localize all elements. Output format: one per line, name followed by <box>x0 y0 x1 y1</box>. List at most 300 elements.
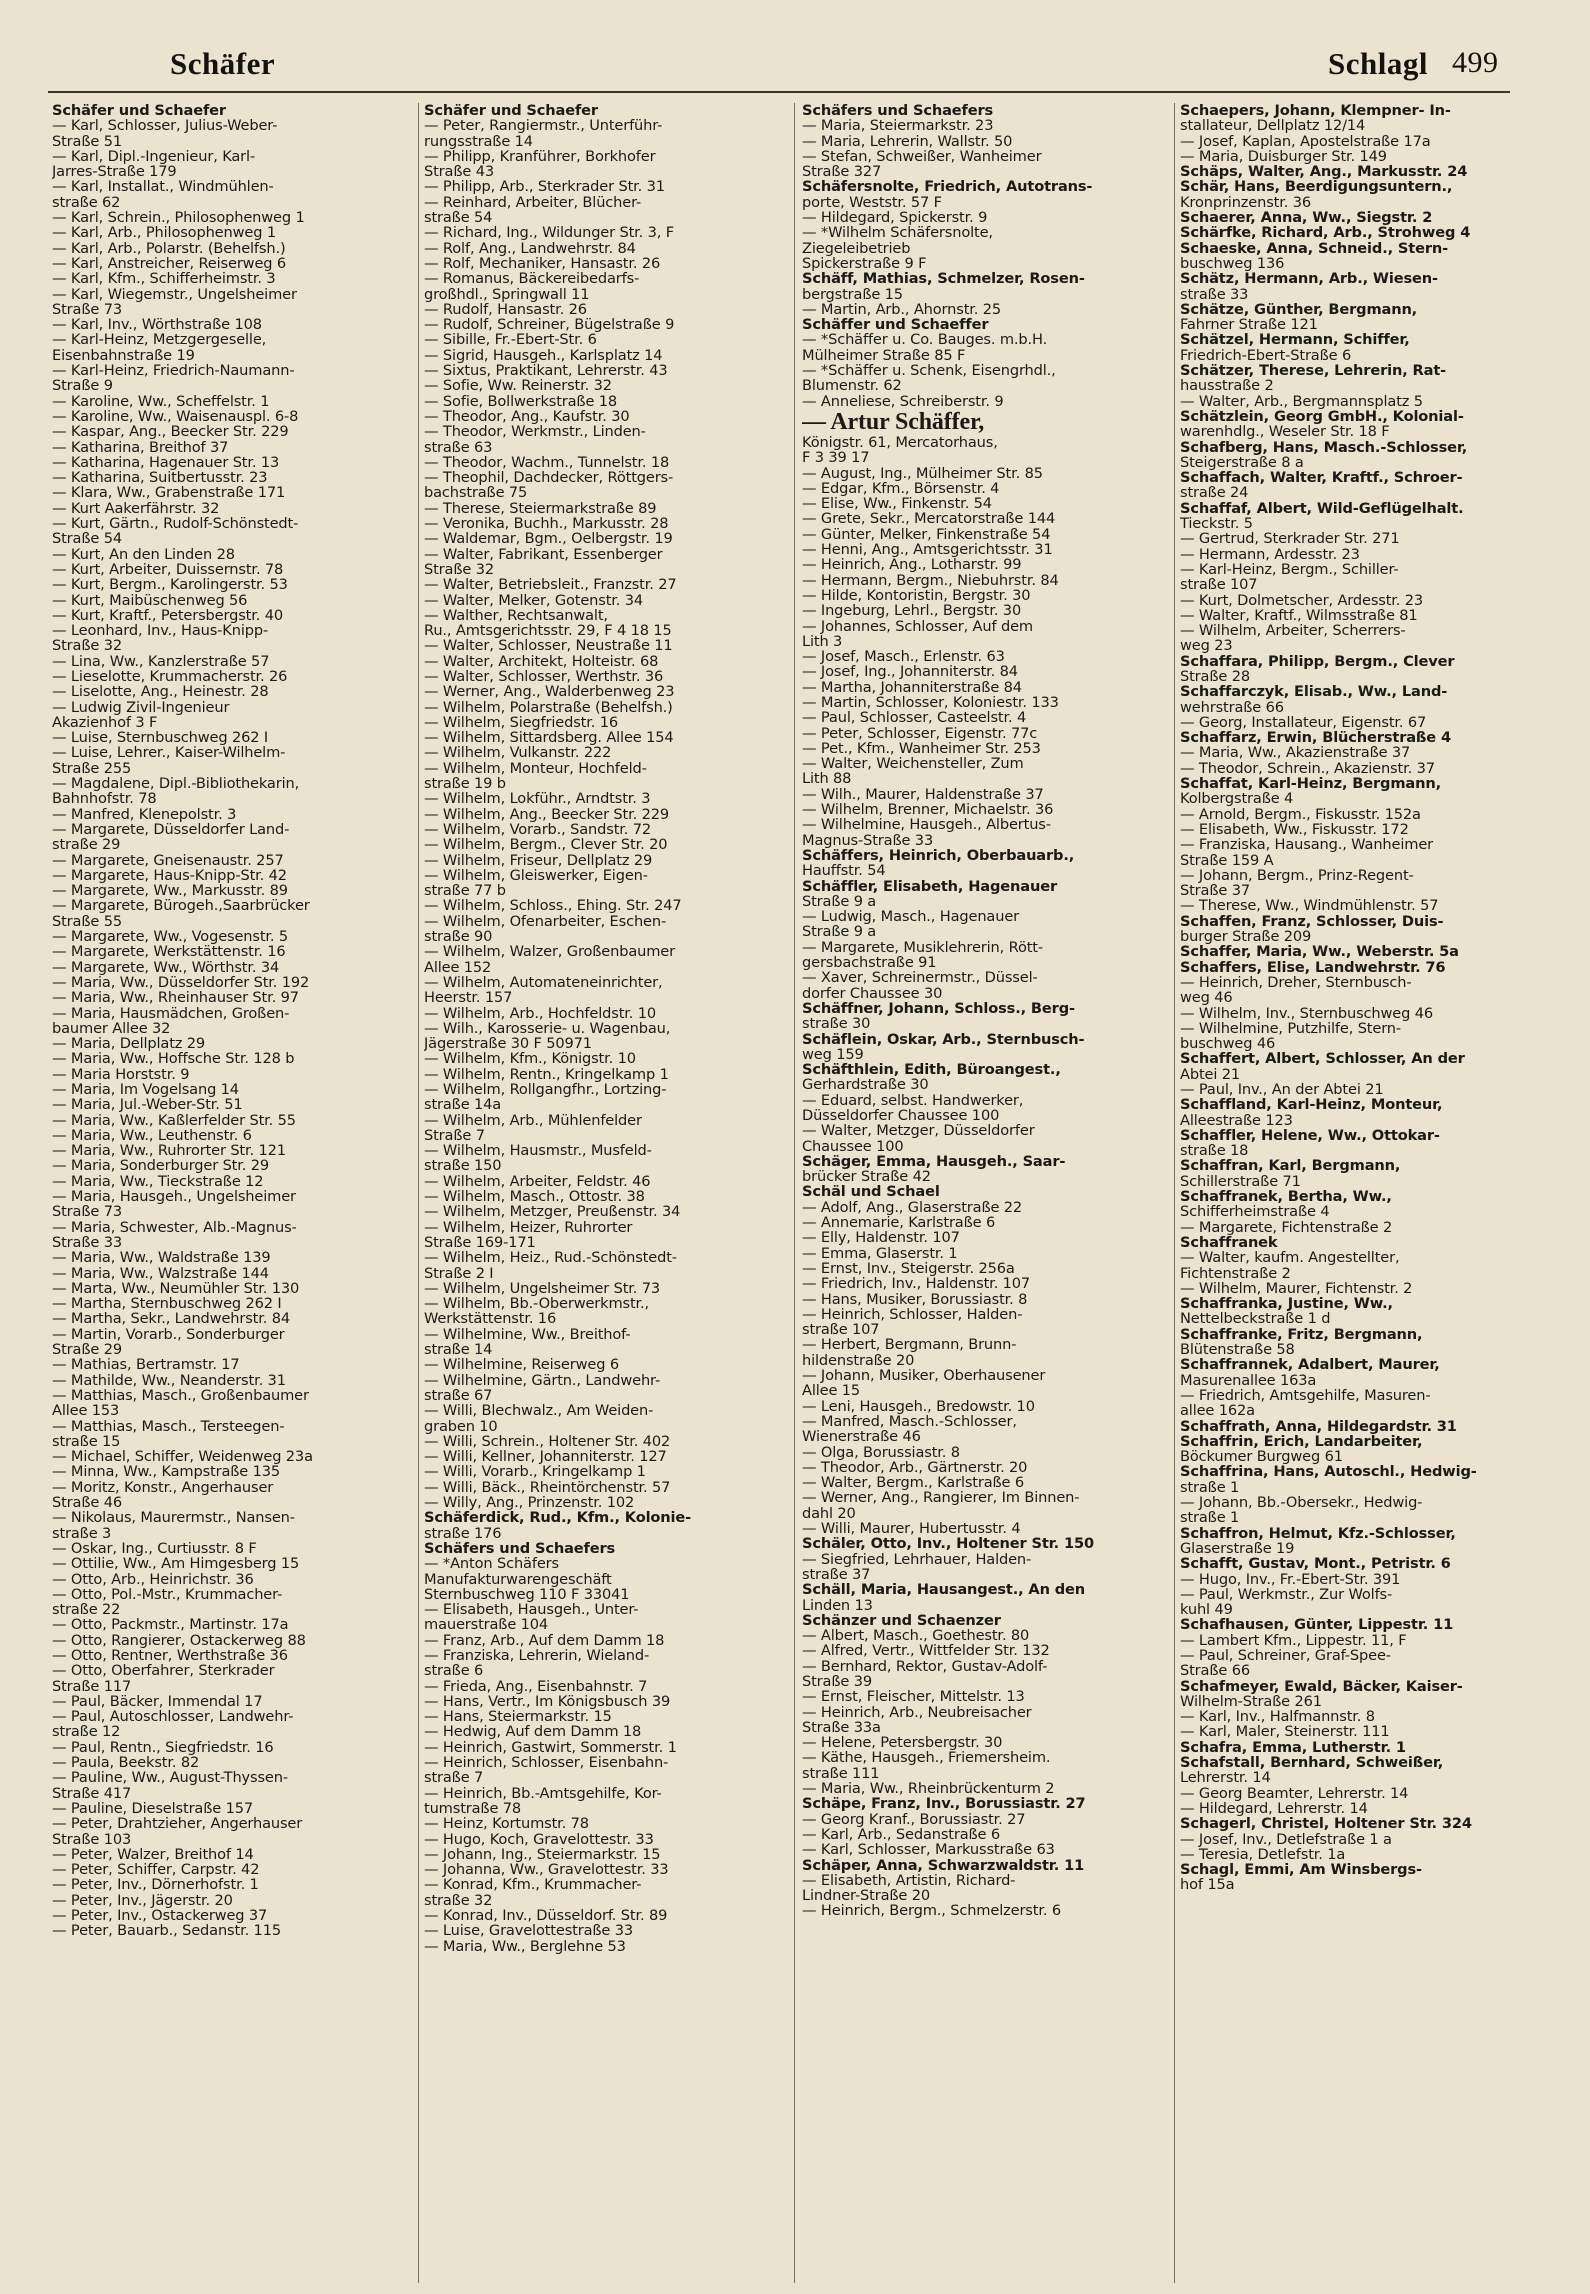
directory-entry-line: Schaffler, Helene, Ww., Ottokar- <box>1180 1127 1440 1144</box>
directory-entry-line: — Sixtus, Praktikant, Lehrerstr. 43 <box>424 363 668 379</box>
directory-entry-line: — Heinrich, Schlosser, Eisenbahn- <box>424 1755 669 1771</box>
directory-entry-line: gersbachstraße 91 <box>802 955 937 971</box>
directory-entry-line: — Wilhelm, Metzger, Preußenstr. 34 <box>424 1204 681 1220</box>
directory-entry-line: Schäps, Walter, Ang., Markusstr. 24 <box>1180 164 1468 180</box>
directory-entry-line: Schäff, Mathias, Schmelzer, Rosen- <box>802 271 1085 287</box>
running-head-left: Schäfer <box>170 46 276 81</box>
directory-entry-line: — August, Ing., Mülheimer Str. 85 <box>802 465 1043 481</box>
directory-entry-line: — Mathilde, Ww., Neanderstr. 31 <box>52 1372 286 1388</box>
directory-entry-line: Schätz, Hermann, Arb., Wiesen- <box>1180 271 1438 287</box>
directory-entry-line: Kronprinzenstr. 36 <box>1180 194 1312 211</box>
directory-entry-line: — Paul, Rentn., Siegfriedstr. 16 <box>52 1739 274 1756</box>
directory-entry-line: Schärfke, Richard, Arb., Strohweg 4 <box>1180 225 1471 241</box>
directory-entry-line: — Hans, Vertr., Im Königsbusch 39 <box>424 1693 671 1710</box>
directory-entry-line: Straße 54 <box>52 531 122 547</box>
directory-entry-line: — Wilhelmine, Putzhilfe, Stern- <box>1180 1020 1402 1037</box>
directory-entry-line: — Heinrich, Ang., Lotharstr. 99 <box>802 557 1022 573</box>
directory-entry-line: Schäfthlein, Edith, Büroangest., <box>802 1062 1061 1078</box>
directory-entry-line: — Teresia, Detlefstr. 1a <box>1180 1846 1346 1863</box>
directory-entry-line: Schäfersnolte, Friedrich, Autotrans- <box>802 179 1093 195</box>
directory-entry-line: — Luise, Lehrer., Kaiser-Wilhelm- <box>52 745 286 761</box>
directory-entry-line: Straße 29 <box>52 1342 122 1358</box>
directory-entry-line: — Karl, Wiegemstr., Ungelsheimer <box>52 286 297 302</box>
directory-entry-line: — Magdalene, Dipl.-Bibliothekarin, <box>52 776 300 792</box>
directory-entry-line: — Peter, Schiffer, Carpstr. 42 <box>52 1862 260 1878</box>
directory-entry-line: Straße 117 <box>52 1678 132 1694</box>
directory-entry-line: — Walter, Arb., Bergmannsplatz 5 <box>1180 393 1423 409</box>
directory-entry-line: — Walter, Schlosser, Neustraße 11 <box>424 638 673 654</box>
directory-entry-line: — Moritz, Konstr., Angerhauser <box>52 1479 274 1496</box>
directory-entry-line: — Elisabeth, Hausgeh., Unter- <box>424 1602 639 1618</box>
directory-entry-line: Schaffrath, Anna, Hildegardstr. 31 <box>1180 1418 1457 1434</box>
directory-entry-line: straße 67 <box>424 1387 493 1404</box>
directory-entry-line: — Stefan, Schweißer, Wanheimer <box>802 148 1042 165</box>
directory-entry-line: — Wilhelm, Automateneinrichter, <box>424 974 663 991</box>
directory-entry-line: straße 1 <box>1180 1510 1240 1526</box>
directory-entry-line: — Hans, Musiker, Borussiastr. 8 <box>802 1291 1028 1307</box>
directory-entry-line: — Leni, Hausgeh., Bredowstr. 10 <box>802 1398 1035 1414</box>
directory-entry-line: — Helene, Petersbergstr. 30 <box>802 1735 1003 1751</box>
directory-entry-line: straße 15 <box>52 1433 121 1450</box>
directory-entry-line: — Eduard, selbst. Handwerker, <box>802 1092 1024 1108</box>
directory-entry-line: Schäger, Emma, Hausgeh., Saar- <box>802 1153 1066 1170</box>
directory-entry-line: — Philipp, Kranführer, Borkhofer <box>424 148 656 165</box>
directory-entry-line: Straße 32 <box>424 561 494 578</box>
directory-entry-line: Schätzlein, Georg GmbH., Kolonial- <box>1180 408 1464 425</box>
directory-entry-line: — Friedrich, Inv., Haldenstr. 107 <box>802 1276 1031 1292</box>
directory-entry-line: straße 30 <box>802 1016 871 1032</box>
directory-entry-line: — Otto, Pol.-Mstr., Krummacher- <box>52 1586 283 1603</box>
directory-entry-line: — Peter, Inv., Ostackerweg 37 <box>52 1908 268 1924</box>
directory-entry-line: straße 111 <box>802 1765 880 1782</box>
directory-entry-line: — Margarete, Gneisenaustr. 257 <box>52 852 284 868</box>
directory-entry-line: — Margarete, Haus-Knipp-Str. 42 <box>52 867 287 884</box>
directory-entry-line: Allee 152 <box>424 959 492 975</box>
directory-entry-line: — Josef, Inv., Detlefstraße 1 a <box>1180 1831 1392 1847</box>
directory-entry-line: — Veronika, Buchh., Markusstr. 28 <box>424 516 669 532</box>
directory-entry-line: — Mathias, Bertramstr. 17 <box>52 1357 240 1373</box>
directory-entry-line: — Philipp, Arb., Sterkrader Str. 31 <box>424 179 665 195</box>
directory-entry-line: — Walther, Rechtsanwalt, <box>424 607 608 624</box>
column-divider <box>1174 103 1175 2283</box>
directory-entry-line: Alleestraße 123 <box>1180 1112 1293 1128</box>
directory-entry-line: — Hugo, Inv., Fr.-Ebert-Str. 391 <box>1180 1571 1401 1587</box>
directory-entry-line: — Karl, Installat., Windmühlen- <box>52 179 274 195</box>
column-divider <box>794 103 795 2283</box>
directory-entry-line: Schäper, Anna, Schwarzwaldstr. 11 <box>802 1857 1085 1873</box>
directory-entry-line: — Herbert, Bergmann, Brunn- <box>802 1337 1017 1353</box>
directory-entry-line: Schäffler, Elisabeth, Hagenauer <box>802 878 1057 894</box>
directory-entry-line: — Maria, Sonderburger Str. 29 <box>52 1158 270 1174</box>
directory-entry-line: Straße 66 <box>1180 1663 1250 1679</box>
directory-entry-line: mauerstraße 104 <box>424 1617 549 1633</box>
directory-entry-line: Schaffarczyk, Elisab., Ww., Land- <box>1180 684 1448 700</box>
directory-column-2 <box>424 103 784 2283</box>
directory-entry-line: — Hildegard, Spickerstr. 9 <box>802 210 988 226</box>
directory-entry-line: straße 37 <box>802 1566 871 1583</box>
directory-entry-line: — Wilhelm, Ungelsheimer Str. 73 <box>424 1280 661 1297</box>
directory-entry-line: kuhl 49 <box>1180 1602 1233 1618</box>
directory-entry-line: Straße 327 <box>802 164 882 180</box>
directory-entry-line: Blumenstr. 62 <box>802 378 902 394</box>
directory-entry-line: — Wilhelm, Walzer, Großenbaumer <box>424 944 675 960</box>
directory-entry-line: — Karl, Schlosser, Julius-Weber- <box>52 118 278 134</box>
directory-entry-line: graben 10 <box>424 1418 498 1434</box>
directory-entry-line: — Konrad, Kfm., Krummacher- <box>424 1877 642 1893</box>
directory-entry-line: — Katharina, Suitbertusstr. 23 <box>52 470 268 486</box>
directory-entry-line: — Heinrich, Gastwirt, Sommerstr. 1 <box>424 1739 677 1756</box>
directory-entry-line: Schillerstraße 71 <box>1180 1173 1301 1190</box>
directory-entry-line: — Otto, Arb., Heinrichstr. 36 <box>52 1571 254 1587</box>
directory-entry-line: — Maria, Ww., Waldstraße 139 <box>52 1250 271 1266</box>
directory-entry-line: — Karl, Schlosser, Markusstraße 63 <box>802 1842 1055 1858</box>
directory-entry-line: Schaffarz, Erwin, Blücherstraße 4 <box>1180 730 1451 746</box>
directory-entry-line: straße 6 <box>424 1663 484 1679</box>
directory-entry-line: Straße 255 <box>52 760 132 777</box>
directory-entry-line: — Theodor, Schrein., Akazienstr. 37 <box>1180 760 1435 777</box>
directory-entry-line: Lindner-Straße 20 <box>802 1888 931 1904</box>
directory-entry-line: Chaussee 100 <box>802 1138 904 1154</box>
directory-entry-line: — Maria, Ww., Berglehne 53 <box>424 1938 626 1954</box>
directory-entry-line: Schär, Hans, Beerdigungsuntern., <box>1180 179 1453 195</box>
directory-entry-line: — Johannes, Schlosser, Auf dem <box>802 618 1033 634</box>
directory-entry-line: — Karoline, Ww., Waisenauspl. 6-8 <box>52 408 299 425</box>
directory-entry-line: — Katharina, Hagenauer Str. 13 <box>52 454 280 471</box>
directory-entry-line: straße 107 <box>1180 577 1258 593</box>
directory-entry-line: straße 19 b <box>424 776 506 792</box>
directory-entry-line: — Wilhelm, Ofenarbeiter, Eschen- <box>424 913 667 930</box>
directory-entry-line: — Albert, Masch., Goethestr. 80 <box>802 1628 1030 1644</box>
directory-entry-line: Schaffers, Elise, Landwehrstr. 76 <box>1180 959 1446 975</box>
directory-entry-line: straße 150 <box>424 1158 502 1174</box>
directory-entry-line: Schänzer und Schaenzer <box>802 1612 1001 1629</box>
directory-entry-line: — Käthe, Hausgeh., Friemersheim. <box>802 1750 1051 1766</box>
directory-entry-line: — Wilhelm, Ang., Beecker Str. 229 <box>424 806 670 822</box>
directory-entry-line: — Luise, Gravelottestraße 33 <box>424 1923 633 1939</box>
directory-entry-line: — Wilhelm, Kfm., Königstr. 10 <box>424 1051 636 1067</box>
directory-entry-line: Schafhausen, Günter, Lippestr. 11 <box>1180 1617 1454 1633</box>
directory-entry-line: — Sigrid, Hausgeh., Karlsplatz 14 <box>424 347 663 364</box>
directory-entry-line: — Walter, Bergm., Karlstraße 6 <box>802 1475 1025 1491</box>
directory-entry-line: — Wilh., Maurer, Haldenstraße 37 <box>802 786 1044 803</box>
directory-entry-line: — Wilhelmine, Gärtn., Landwehr- <box>424 1372 661 1388</box>
directory-entry-line: Straße 7 <box>424 1127 485 1144</box>
directory-entry-line: — Paul, Autoschlosser, Landwehr- <box>52 1709 294 1725</box>
directory-entry-line: — Maria, Jul.-Weber-Str. 51 <box>52 1097 243 1113</box>
directory-entry-line: Straße 33a <box>802 1719 881 1736</box>
directory-entry-line: brücker Straße 42 <box>802 1169 931 1185</box>
directory-entry-line: — Paul, Werkmstr., Zur Wolfs- <box>1180 1586 1393 1603</box>
directory-entry-line: — Matthias, Masch., Tersteegen- <box>52 1418 285 1434</box>
directory-entry-line: — Margarete, Musiklehrerin, Rött- <box>802 939 1043 956</box>
directory-entry-line: — Hermann, Ardesstr. 23 <box>1180 546 1360 562</box>
directory-entry-line: — Wilhelm, Vorarb., Sandstr. 72 <box>424 821 652 838</box>
directory-entry-line: — Maria, Ww., Leuthenstr. 6 <box>52 1127 252 1144</box>
directory-entry-line: Spickerstraße 9 F <box>802 255 927 272</box>
directory-entry-line: — Pauline, Ww., August-Thyssen- <box>52 1770 288 1786</box>
directory-entry-line: — Kurt, Dolmetscher, Ardesstr. 23 <box>1180 592 1424 608</box>
directory-entry-line: — Wilhelm, Heizer, Ruhrorter <box>424 1219 633 1235</box>
directory-entry-line: — Romanus, Bäckereibedarfs- <box>424 271 640 287</box>
directory-entry-line: — Peter, Schlosser, Eigenstr. 77c <box>802 725 1038 741</box>
directory-entry-line: — *Anton Schäfers <box>424 1556 559 1572</box>
directory-entry-line: Schäpe, Franz, Inv., Borussiastr. 27 <box>802 1796 1086 1812</box>
directory-entry-line: — Konrad, Inv., Düsseldorf. Str. 89 <box>424 1908 668 1924</box>
directory-entry-line: straße 12 <box>52 1724 121 1740</box>
directory-entry-line: — Josef, Masch., Erlenstr. 63 <box>802 649 1005 665</box>
directory-entry-line: dahl 20 <box>802 1505 856 1522</box>
directory-entry-line: — Maria, Schwester, Alb.-Magnus- <box>52 1219 297 1235</box>
directory-column-1 <box>52 103 408 2283</box>
directory-entry-line: Fahrner Straße 121 <box>1180 317 1318 333</box>
directory-entry-line: Heerstr. 157 <box>424 990 513 1006</box>
directory-entry-line: — Heinrich, Dreher, Sternbusch- <box>1180 974 1412 991</box>
directory-entry-line: — Oskar, Ing., Curtiusstr. 8 F <box>52 1540 257 1557</box>
directory-entry-line: — Peter, Walzer, Breithof 14 <box>52 1846 254 1863</box>
directory-entry-line: — Willi, Blechwalz., Am Weiden- <box>424 1403 654 1419</box>
directory-entry-line: — Maria, Ww., Ruhrorter Str. 121 <box>52 1143 286 1159</box>
directory-entry-line: Straße 417 <box>52 1785 132 1801</box>
directory-entry-line: wehrstraße 66 <box>1180 699 1284 715</box>
directory-entry-line: — Kurt, Kraftf., Petersbergstr. 40 <box>52 607 283 624</box>
directory-entry-line: Ru., Amtsgerichtsstr. 29, F 4 18 15 <box>424 623 672 639</box>
directory-entry-line: Ziegeleibetrieb <box>802 240 911 256</box>
directory-entry-line: — *Wilhelm Schäfersnolte, <box>802 225 993 241</box>
directory-entry-line: — Georg Kranf., Borussiastr. 27 <box>802 1811 1026 1827</box>
directory-entry-line: — Heinrich, Schlosser, Halden- <box>802 1306 1023 1323</box>
directory-entry-line: — Kurt, Arbeiter, Duissernstr. 78 <box>52 561 284 578</box>
directory-entry-line: — Adolf, Ang., Glaserstraße 22 <box>802 1199 1023 1216</box>
directory-entry-line: — Otto, Oberfahrer, Sterkrader <box>52 1663 275 1679</box>
page-number: 499 <box>1452 46 1499 79</box>
directory-entry-line: Tieckstr. 5 <box>1180 516 1253 532</box>
directory-entry-line: burger Straße 209 <box>1180 929 1312 945</box>
directory-entry-line: straße 90 <box>424 929 493 945</box>
directory-entry-line: — Maria, Lehrerin, Wallstr. 50 <box>802 133 1013 149</box>
directory-entry-line: straße 176 <box>424 1525 502 1541</box>
directory-entry-line: — Reinhard, Arbeiter, Blücher- <box>424 194 642 211</box>
directory-entry-line: Mülheimer Straße 85 F <box>802 347 966 364</box>
directory-entry-line: — Arnold, Bergm., Fiskusstr. 152a <box>1180 806 1421 822</box>
directory-entry-line: — Walter, Kraftf., Wilmsstraße 81 <box>1180 607 1418 624</box>
directory-entry-line: Schafmeyer, Ewald, Bäcker, Kaiser- <box>1180 1678 1463 1694</box>
directory-entry-line: — Ingeburg, Lehrl., Bergstr. 30 <box>802 603 1022 619</box>
directory-entry-line: — Hilde, Kontoristin, Bergstr. 30 <box>802 587 1031 604</box>
directory-entry-line: — Hermann, Bergm., Niebuhrstr. 84 <box>802 572 1059 588</box>
directory-entry-line: Straße 37 <box>1180 883 1250 899</box>
directory-entry-line: — Wilhelm, Polarstraße (Behelfsh.) <box>424 699 673 715</box>
directory-entry-line: — Karl, Arb., Philosophenweg 1 <box>52 225 276 241</box>
directory-entry-line: Schäll, Maria, Hausangest., An den <box>802 1582 1086 1598</box>
directory-entry-line: — Hedwig, Auf dem Damm 18 <box>424 1724 642 1740</box>
directory-entry-line: — Margarete, Werkstättenstr. 16 <box>52 944 286 960</box>
directory-entry-line: — Werner, Ang., Walderbenweg 23 <box>424 684 675 700</box>
directory-entry-line: Schätze, Günther, Bergmann, <box>1180 301 1418 318</box>
directory-entry-line: Wilhelm-Straße 261 <box>1180 1693 1322 1710</box>
directory-entry-line: — Maria, Hausgeh., Ungelsheimer <box>52 1189 296 1205</box>
directory-entry-line: Straße 9 a <box>802 924 877 940</box>
directory-entry-line: — Lambert Kfm., Lippestr. 11, F <box>1180 1632 1407 1648</box>
directory-entry-line: Wienerstraße 46 <box>802 1429 921 1445</box>
directory-entry-line: — Karl-Heinz, Bergm., Schiller- <box>1180 561 1399 578</box>
directory-entry-line: — Siegfried, Lehrhauer, Halden- <box>802 1551 1032 1567</box>
directory-entry-line: — Maria, Ww., Rheinbrückenturm 2 <box>802 1781 1055 1797</box>
directory-entry-line: — Karl, Maler, Steinerstr. 111 <box>1180 1724 1390 1740</box>
directory-entry-line: — Otto, Rentner, Werthstraße 36 <box>52 1647 288 1664</box>
directory-entry-line: Schaffara, Philipp, Bergm., Clever <box>1180 653 1455 669</box>
directory-entry-line: straße 14 <box>424 1342 493 1358</box>
directory-entry-line: — Katharina, Breithof 37 <box>52 439 229 455</box>
directory-entry-line: — Karl, Kfm., Schifferheimstr. 3 <box>52 271 276 287</box>
directory-entry-line: — Kurt, An den Linden 28 <box>52 546 235 562</box>
directory-entry-line: — Walter, Weichensteller, Zum <box>802 756 1024 772</box>
directory-entry-line: — Wilhelm, Lokführ., Arndtstr. 3 <box>424 791 651 807</box>
directory-entry-line: — Pet., Kfm., Wanheimer Str. 253 <box>802 740 1041 757</box>
directory-entry-line: — Maria, Ww., Rheinhauser Str. 97 <box>52 990 299 1006</box>
directory-entry-line: — Klara, Ww., Grabenstraße 171 <box>52 485 286 501</box>
directory-entry-line: hildenstraße 20 <box>802 1352 915 1369</box>
directory-entry-line: — Henni, Ang., Amtsgerichtsstr. 31 <box>802 542 1053 558</box>
directory-entry-line: — Elly, Haldenstr. 107 <box>802 1230 960 1246</box>
directory-entry-line: Schäflein, Oskar, Arb., Sternbusch- <box>802 1031 1085 1047</box>
directory-entry-line: — Margarete, Ww., Markusstr. 89 <box>52 883 288 899</box>
directory-entry-line: großhdl., Springwall 11 <box>424 286 590 302</box>
directory-entry-line: Schagerl, Christel, Holtener Str. 324 <box>1180 1816 1472 1832</box>
directory-entry-line: — Alfred, Vertr., Wittfelder Str. 132 <box>802 1643 1050 1659</box>
directory-entry-line: straße 22 <box>52 1602 121 1618</box>
directory-entry-line: — Otto, Rangierer, Ostackerweg 88 <box>52 1632 306 1648</box>
directory-entry-line: Schaffach, Walter, Kraftf., Schroer- <box>1180 470 1463 486</box>
directory-entry-line: — Werner, Ang., Rangierer, Im Binnen- <box>802 1490 1080 1506</box>
directory-entry-line: Schagl, Emmi, Am Winsbergs- <box>1180 1862 1422 1878</box>
directory-entry-line: — Wilhelm, Arb., Mühlenfelder <box>424 1112 642 1128</box>
header-rule <box>48 91 1510 93</box>
directory-entry-line: Schaffranek <box>1180 1234 1278 1251</box>
directory-entry-line: Schaffland, Karl-Heinz, Monteur, <box>1180 1097 1443 1113</box>
directory-entry-line: Magnus-Straße 33 <box>802 832 934 848</box>
directory-entry-line: — Ernst, Inv., Steigerstr. 256a <box>802 1260 1015 1277</box>
directory-column-3 <box>802 103 1164 2283</box>
directory-entry-line: — Elise, Ww., Finkenstr. 54 <box>802 496 992 512</box>
directory-entry-line: — Ottilie, Ww., Am Himgesberg 15 <box>52 1556 300 1572</box>
directory-entry-line: — Margarete, Ww., Wörthstr. 34 <box>52 959 280 975</box>
directory-entry-line: — Manfred, Klenepolstr. 3 <box>52 806 237 822</box>
directory-entry-line: Schaffaf, Albert, Wild-Geflügelhalt. <box>1180 500 1464 517</box>
directory-entry-line: — Wilhelmine, Reiserweg 6 <box>424 1357 619 1373</box>
directory-entry-line: — Wilhelm, Bb.-Oberwerkmstr., <box>424 1296 650 1312</box>
directory-entry-line: Straße 73 <box>52 1204 122 1220</box>
directory-entry-line: — Paul, Inv., An der Abtei 21 <box>1180 1082 1384 1098</box>
directory-entry-line: Jägerstraße 30 F 50971 <box>424 1036 592 1052</box>
directory-entry-line: Schäler, Otto, Inv., Holtener Str. 150 <box>802 1536 1094 1552</box>
directory-entry-line: Schaepers, Johann, Klempner- In- <box>1180 103 1451 119</box>
directory-entry-line: — Karl-Heinz, Metzgergeselle, <box>52 332 267 348</box>
directory-entry-line: Schaffranka, Justine, Ww., <box>1180 1296 1393 1312</box>
directory-entry-line: Gerhardstraße 30 <box>802 1077 929 1093</box>
directory-entry-line: Schaffat, Karl-Heinz, Bergmann, <box>1180 776 1441 792</box>
column-divider <box>418 103 419 2283</box>
directory-entry-line: — Walter, Betriebsleit., Franzstr. 27 <box>424 577 677 593</box>
directory-entry-line: — Martha, Sekr., Landwehrstr. 84 <box>52 1311 291 1327</box>
directory-entry-line: — Ludwig Zivil-Ingenieur <box>52 699 230 715</box>
directory-entry-line: dorfer Chaussee 30 <box>802 985 943 1001</box>
directory-entry-line: straße 18 <box>1180 1143 1249 1159</box>
directory-entry-line: Straße 159 A <box>1180 852 1274 868</box>
directory-entry-line: — Manfred, Masch.-Schlosser, <box>802 1413 1017 1430</box>
directory-entry-line: — Peter, Bauarb., Sedanstr. 115 <box>52 1923 281 1939</box>
directory-entry-line: — Heinrich, Bergm., Schmelzerstr. 6 <box>802 1903 1061 1919</box>
directory-entry-line: — Luise, Sternbuschweg 262 I <box>52 730 269 746</box>
directory-entry-line: Schäfers und Schaefers <box>424 1540 616 1557</box>
directory-entry-line: straße 54 <box>424 210 493 226</box>
directory-entry-line: — Waldemar, Bgm., Oelbergstr. 19 <box>424 531 673 547</box>
directory-entry-line: — Wilhelm, Sittardsberg. Allee 154 <box>424 730 674 746</box>
directory-entry-line: Straße 2 I <box>424 1265 494 1281</box>
directory-entry-line: — Pauline, Dieselstraße 157 <box>52 1800 253 1817</box>
directory-entry-line: — Margarete, Ww., Vogesenstr. 5 <box>52 929 289 945</box>
directory-entry-line: Straße 9 a <box>802 893 877 910</box>
directory-entry-line: — Annemarie, Karlstraße 6 <box>802 1215 996 1231</box>
directory-entry-line: — Walter, Metzger, Düsseldorfer <box>802 1123 1035 1139</box>
directory-entry-line: weg 159 <box>802 1046 864 1063</box>
directory-entry-line: Schaffran, Karl, Bergmann, <box>1180 1158 1401 1174</box>
directory-entry-line: — Bernhard, Rektor, Gustav-Adolf- <box>802 1658 1048 1674</box>
directory-entry-line: Lith 88 <box>802 771 852 787</box>
directory-entry-line: — Walter, Schlosser, Werthstr. 36 <box>424 668 664 685</box>
directory-entry-line: — Walter, Fabrikant, Essenberger <box>424 546 663 562</box>
directory-entry-line: straße 29 <box>52 837 121 853</box>
directory-entry-line: Kolbergstraße 4 <box>1180 791 1294 807</box>
directory-entry-line: F 3 39 17 <box>802 450 870 466</box>
directory-entry-line: — Margarete, Bürogeh.,Saarbrücker <box>52 898 310 914</box>
directory-entry-line: — Karl, Inv., Wörthstraße 108 <box>52 317 262 333</box>
directory-entry-line: — Peter, Inv., Dörnerhofstr. 1 <box>52 1877 259 1893</box>
directory-entry-line: — Martha, Johanniterstraße 84 <box>802 679 1022 695</box>
directory-entry-line: — Günter, Melker, Finkenstraße 54 <box>802 526 1051 543</box>
directory-entry-line: — Johann, Ing., Steiermarkstr. 15 <box>424 1846 661 1863</box>
directory-entry-line: — Kurt, Gärtn., Rudolf-Schönstedt- <box>52 516 299 532</box>
directory-entry-line: Glaserstraße 19 <box>1180 1540 1295 1557</box>
directory-entry-line: Schaffranke, Fritz, Bergmann, <box>1180 1326 1423 1343</box>
directory-entry-line: — Karl, Schrein., Philosophenweg 1 <box>52 210 305 226</box>
directory-entry-line: Schaffer, Maria, Ww., Weberstr. 5a <box>1180 944 1459 960</box>
directory-entry-line: — Wilhelm, Masch., Ottostr. 38 <box>424 1189 645 1205</box>
directory-entry-line: straße 77 b <box>424 883 506 899</box>
directory-entry-line: Sternbuschweg 110 F 33041 <box>424 1586 630 1603</box>
directory-entry-line: Friedrich-Ebert-Straße 6 <box>1180 347 1352 364</box>
directory-entry-line: — Willi, Vorarb., Kringelkamp 1 <box>424 1464 646 1480</box>
directory-entry-line: Straße 39 <box>802 1673 872 1690</box>
directory-entry-line: — Willi, Bäck., Rheintörchenstr. 57 <box>424 1479 671 1496</box>
directory-entry-line: Eisenbahnstraße 19 <box>52 347 195 364</box>
directory-entry-line: — Ludwig, Masch., Hagenauer <box>802 909 1020 925</box>
directory-entry-line: Straße 28 <box>1180 668 1250 685</box>
page-header <box>0 0 1590 100</box>
directory-entry-line: straße 33 <box>1180 286 1249 302</box>
directory-entry-line: — Maria, Ww., Düsseldorfer Str. 192 <box>52 974 310 991</box>
directory-entry-line: Masurenallee 163a <box>1180 1372 1317 1388</box>
directory-entry-line: — Therese, Steiermarkstraße 89 <box>424 500 657 517</box>
directory-entry-line: Straße 43 <box>424 164 494 180</box>
directory-entry-line: — Theodor, Ang., Kaufstr. 30 <box>424 408 630 425</box>
directory-entry-line: tumstraße 78 <box>424 1800 522 1817</box>
directory-entry-line: Schaffert, Albert, Schlosser, An der <box>1180 1051 1465 1067</box>
directory-entry-line: Schafstall, Bernhard, Schweißer, <box>1180 1755 1444 1771</box>
directory-entry-line: Straße 73 <box>52 301 122 318</box>
directory-entry-line: — Karl, Anstreicher, Reiserweg 6 <box>52 255 287 272</box>
directory-entry-line: — Margarete, Fichtenstraße 2 <box>1180 1219 1393 1235</box>
directory-entry-line: — Minna, Ww., Kampstraße 135 <box>52 1464 281 1480</box>
